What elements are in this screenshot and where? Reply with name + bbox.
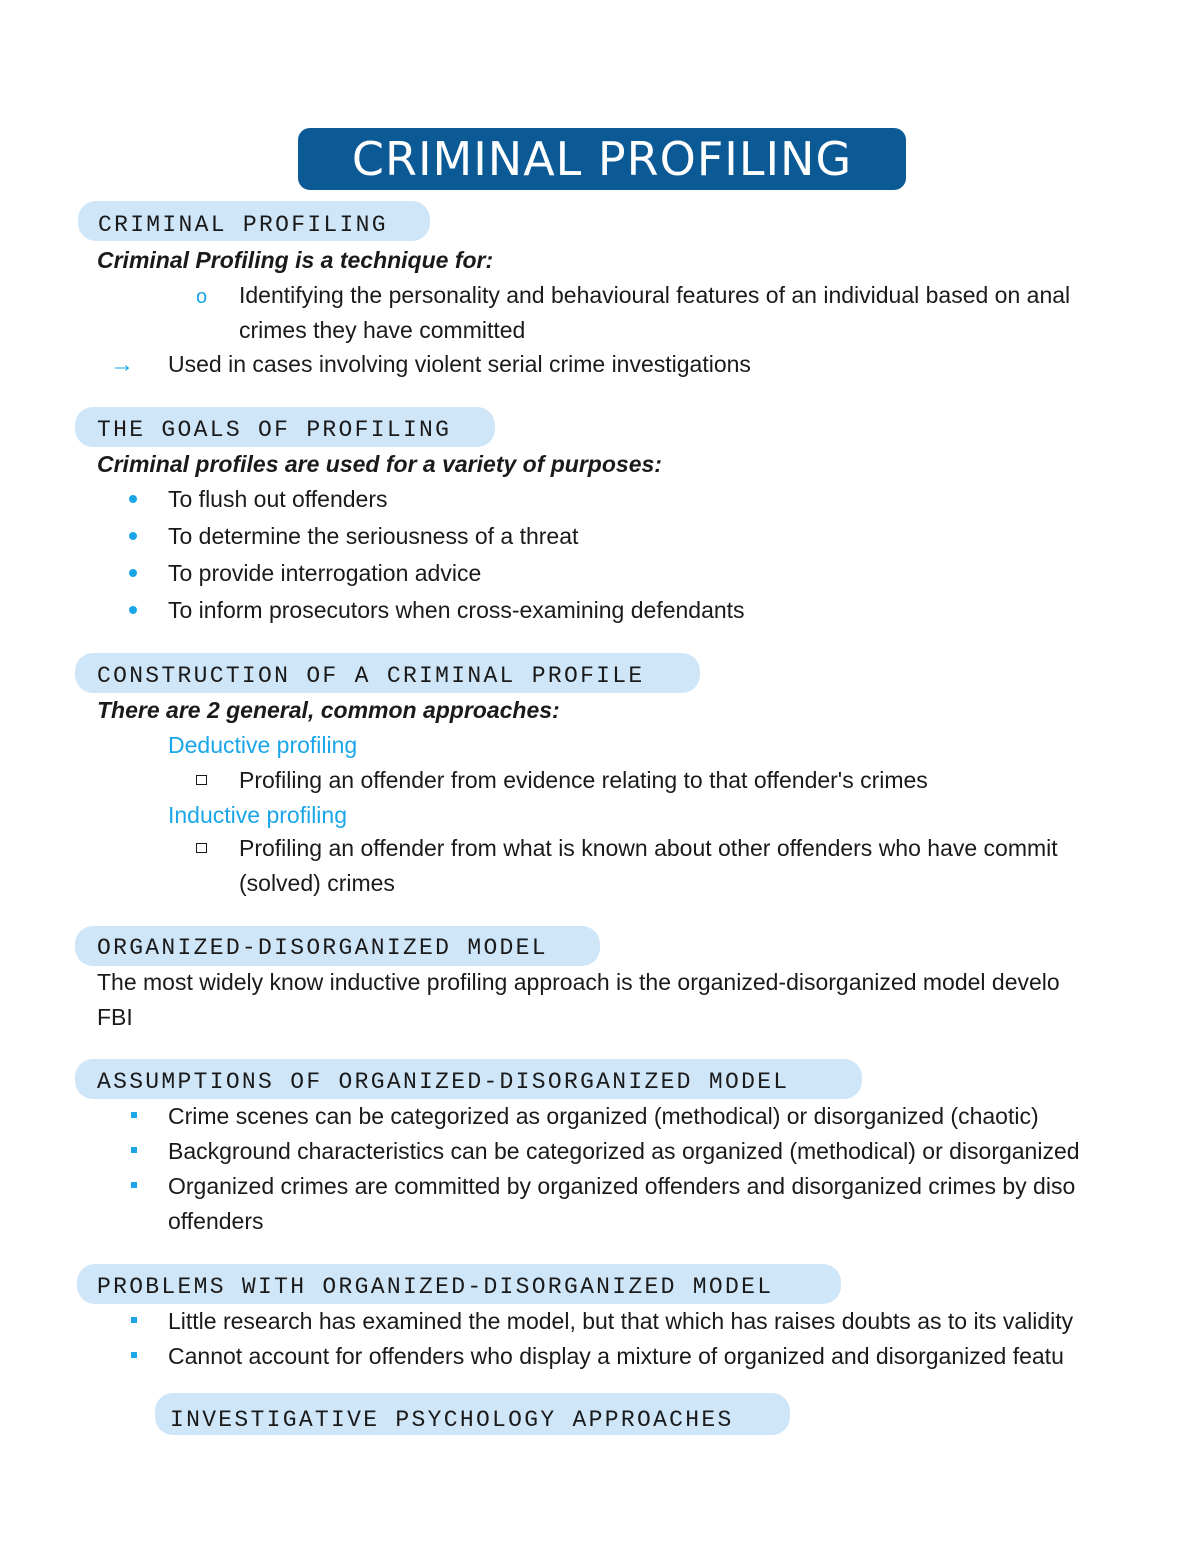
bullet-square-icon (131, 1182, 137, 1188)
list-item: Little research has examined the model, but that which has raises doubts as to its validity (168, 1308, 1074, 1334)
circle-bullet-icon: o (196, 286, 208, 308)
list-item: To inform prosecutors when cross-examining defendants (168, 597, 745, 623)
section-heading-assumptions: ASSUMPTIONS OF ORGANIZED-DISORGANIZED MODEL (97, 1069, 790, 1095)
bullet-dot-icon (129, 606, 137, 614)
list-item-continuation: crimes they have committed (239, 317, 526, 343)
square-bullet-icon (196, 843, 207, 853)
section-intro: Criminal profiles are used for a variety of purposes: (97, 451, 662, 477)
list-item: To determine the seriousness of a threat (168, 523, 579, 549)
paragraph: The most widely know inductive profiling approach is the organized-disorganized model develo (97, 969, 1060, 995)
list-item: Organized crimes are committed by organized offenders and disorganized crimes by diso (168, 1173, 1076, 1199)
section-heading-goals: THE GOALS OF PROFILING (97, 417, 452, 443)
subheading-inductive: Inductive profiling (168, 802, 347, 828)
title-banner (298, 128, 906, 190)
list-item: To provide interrogation advice (168, 560, 482, 586)
bullet-dot-icon (129, 569, 137, 577)
section-heading-construction: CONSTRUCTION OF A CRIMINAL PROFILE (97, 663, 645, 689)
section-heading-org-disorg: ORGANIZED-DISORGANIZED MODEL (97, 935, 548, 961)
section-intro: There are 2 general, common approaches: (97, 697, 560, 723)
list-item: Identifying the personality and behavioural features of an individual based on anal (239, 282, 1071, 308)
bullet-square-icon (131, 1147, 137, 1153)
bullet-dot-icon (129, 532, 137, 540)
list-item: Profiling an offender from what is known about other offenders who have commit (239, 835, 1058, 861)
bullet-square-icon (131, 1317, 137, 1323)
arrow-bullet-icon: → (110, 351, 134, 378)
section-heading-investigative: INVESTIGATIVE PSYCHOLOGY APPROACHES (170, 1407, 734, 1433)
list-item-continuation: offenders (168, 1208, 264, 1234)
list-item: Used in cases involving violent serial crime investigations (168, 351, 751, 377)
section-heading-problems: PROBLEMS WITH ORGANIZED-DISORGANIZED MODEL (97, 1274, 774, 1300)
list-item: To flush out offenders (168, 486, 388, 512)
list-item-continuation: (solved) crimes (239, 870, 395, 896)
list-item: Crime scenes can be categorized as organized (methodical) or disorganized (chaotic) (168, 1103, 1039, 1129)
paragraph-continuation: FBI (97, 1004, 133, 1030)
bullet-square-icon (131, 1352, 137, 1358)
section-heading-criminal-profiling: CRIMINAL PROFILING (98, 212, 388, 238)
page-title: CRIMINAL PROFILING (351, 132, 853, 186)
subheading-deductive: Deductive profiling (168, 732, 358, 758)
list-item: Background characteristics can be categorized as organized (methodical) or disorganized (168, 1138, 1080, 1164)
bullet-dot-icon (129, 495, 137, 503)
square-bullet-icon (196, 775, 207, 785)
list-item: Cannot account for offenders who display a mixture of organized and disorganized featu (168, 1343, 1064, 1369)
bullet-square-icon (131, 1112, 137, 1118)
section-intro: Criminal Profiling is a technique for: (97, 247, 494, 273)
list-item: Profiling an offender from evidence relating to that offender's crimes (239, 767, 928, 793)
